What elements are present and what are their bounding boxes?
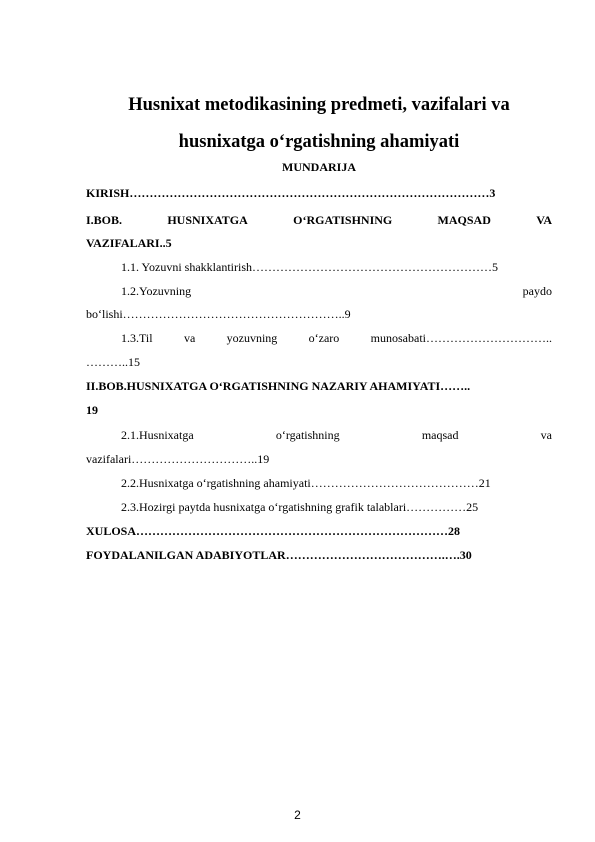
toc-entry-bob2: II.BOB.HUSNIXATGA O‘RGATISHNING NAZARIY AHAMIYATI…….. — [86, 379, 471, 393]
toc-word: maqsad — [421, 428, 459, 442]
toc-entry-bob1-cont: VAZIFALARI..5 — [86, 236, 172, 250]
toc-word: o‘zaro — [308, 331, 340, 345]
toc-word: O‘RGATISHNING — [293, 213, 393, 227]
toc-entry-kirish: KIRISH………………………………………………………………………………3 — [86, 186, 496, 200]
toc-entry-foydalanilgan: FOYDALANILGAN ADABIYOTLAR………………………………….….30 — [86, 548, 472, 562]
toc-entry-1-2 — [121, 284, 552, 299]
toc-word: yozuvning — [226, 331, 278, 345]
toc-word: HUSNIXATGA — [167, 213, 248, 227]
toc-entry-bob2-cont: 19 — [86, 403, 98, 417]
toc-word: 1.2.Yozuvning — [121, 284, 192, 298]
toc-word: MAQSAD — [437, 213, 491, 227]
toc-word: o‘rgatishning — [275, 428, 340, 442]
toc-word: I.BOB. — [86, 213, 123, 227]
document-title-line-2: husnixatga o‘rgatishning ahamiyati — [178, 132, 460, 152]
toc-entry-1-1: 1.1. Yozuvni shakklantirish……………………………………………………5 — [121, 260, 499, 274]
toc-entry-1-3-cont: ………..15 — [86, 355, 140, 369]
toc-word: munosabati………………………….. — [370, 331, 552, 345]
toc-entry-2-1-cont: vazifalari…………………………..19 — [86, 452, 270, 466]
toc-word: paydo — [522, 284, 552, 298]
toc-word: 2.1.Husnixatga — [121, 428, 194, 442]
toc-heading: MUNDARIJA — [282, 160, 356, 174]
document-title-line-1: Husnixat metodikasining predmeti, vazifalari va — [128, 95, 510, 115]
toc-word: VA — [536, 213, 552, 227]
toc-word: va — [540, 428, 552, 442]
toc-entry-2-3: 2.3.Hozirgi paytda husnixatga o‘rgatishning grafik talablari……………25 — [121, 500, 479, 514]
toc-entry-1-2-cont: bo‘lishi………………………………………………..9 — [86, 307, 351, 321]
toc-entry-xulosa: XULOSA……………………………………………………………………28 — [86, 524, 461, 538]
toc-word: 1.3.Til — [121, 331, 153, 345]
toc-entry-bob1 — [86, 213, 552, 228]
toc-entry-2-1 — [121, 428, 552, 443]
page-number: 2 — [294, 808, 301, 822]
toc-entry-2-2: 2.2.Husnixatga o‘rgatishning ahamiyati……………………………………21 — [121, 476, 491, 490]
toc-word: va — [183, 331, 196, 345]
toc-entry-1-3 — [121, 331, 552, 346]
